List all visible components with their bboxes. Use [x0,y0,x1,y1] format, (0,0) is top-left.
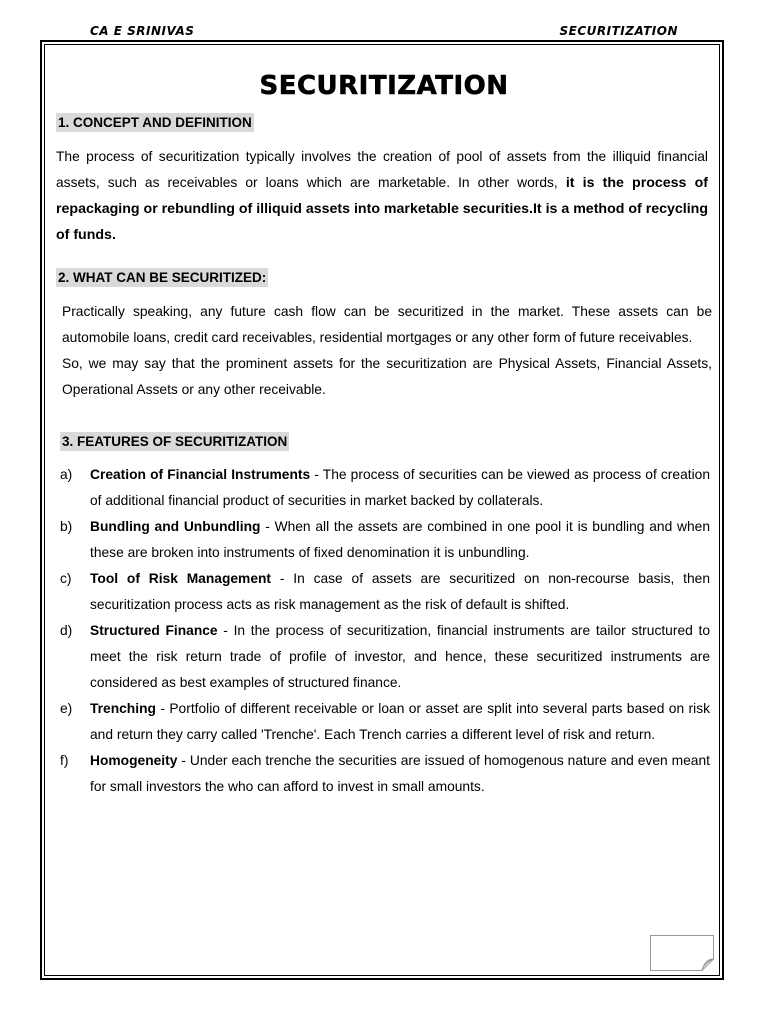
feature-term: Bundling and Unbundling [90,519,261,534]
section-heading-what-securitized: 2. WHAT CAN BE SECURITIZED: [58,270,267,285]
header-author: CA E SRINIVAS [90,24,195,38]
feature-term: Tool of Risk Management [90,571,272,586]
list-marker: b) [60,519,73,534]
running-header [0,21,768,41]
list-marker: a) [60,467,73,482]
securitized-paragraph-2: So, we may say that the prominent assets for the securitization are Physical Assets, Financial Assets, Operational Assets or any other receivable. [62,356,712,397]
list-item [60,566,710,618]
section-heading-features: 3. FEATURES OF SECURITIZATION [62,434,288,449]
feature-term: Structured Finance [90,623,218,638]
concept-paragraph [56,144,708,248]
feature-term: Creation of Financial Instruments [90,467,311,482]
feature-text: - In case of assets are securitized on non-recourse basis, then securitization process acts as risk management as the risk of default is shifted. [90,571,710,612]
feature-text: - Under each trenche the securities are issued of homogenous nature and even meant for small investors the who can afford to invest in small amounts. [90,753,710,794]
list-marker: e) [60,701,73,716]
section-heading-concept: 1. CONCEPT AND DEFINITION [58,115,252,130]
header-topic: SECURITIZATION [559,24,678,38]
list-marker: f) [60,753,69,768]
feature-term: Trenching [90,701,156,716]
page-title: SECURITIZATION [259,71,509,101]
list-item [60,514,710,566]
list-item [60,462,710,514]
concept-emphasis: it is the process of repackaging or rebundling of illiquid assets into marketable securities.It is a method of recycling of funds. [56,175,708,243]
concept-text: The process of securitization typically involves the creation of pool of assets from the illiquid financial assets, such as receivables or loans which are marketable. In other words, [56,149,708,190]
list-item [60,748,710,800]
page-curl-icon [650,935,714,971]
feature-text: - When all the assets are combined in one pool it is bundling and when these are broken into instruments of fixed denomination it is unbundling. [90,519,710,560]
feature-text: - In the process of securitization, financial instruments are tailor structured to meet the risk return trade of profile of investor, and hence, these securitized instruments are considered as best examples of structured finance. [90,623,710,690]
list-item [60,696,710,748]
securitized-paragraph-1: Practically speaking, any future cash flow can be securitized in the market. These assets can be automobile loans, credit card receivables, residential mortgages or any other form of future receivables. [62,304,712,345]
features-list [60,462,710,800]
feature-text: - Portfolio of different receivable or loan or asset are split into several parts based on risk and return they carry called 'Trenche'. Each Trench carries a different level of risk and return. [90,701,710,742]
feature-term: Homogeneity [90,753,178,768]
list-marker: d) [60,623,73,638]
list-item [60,618,710,696]
feature-text: - The process of securities can be viewed as process of creation of additional financial product of securities in market backed by collaterals. [90,467,710,508]
list-marker: c) [60,571,72,586]
